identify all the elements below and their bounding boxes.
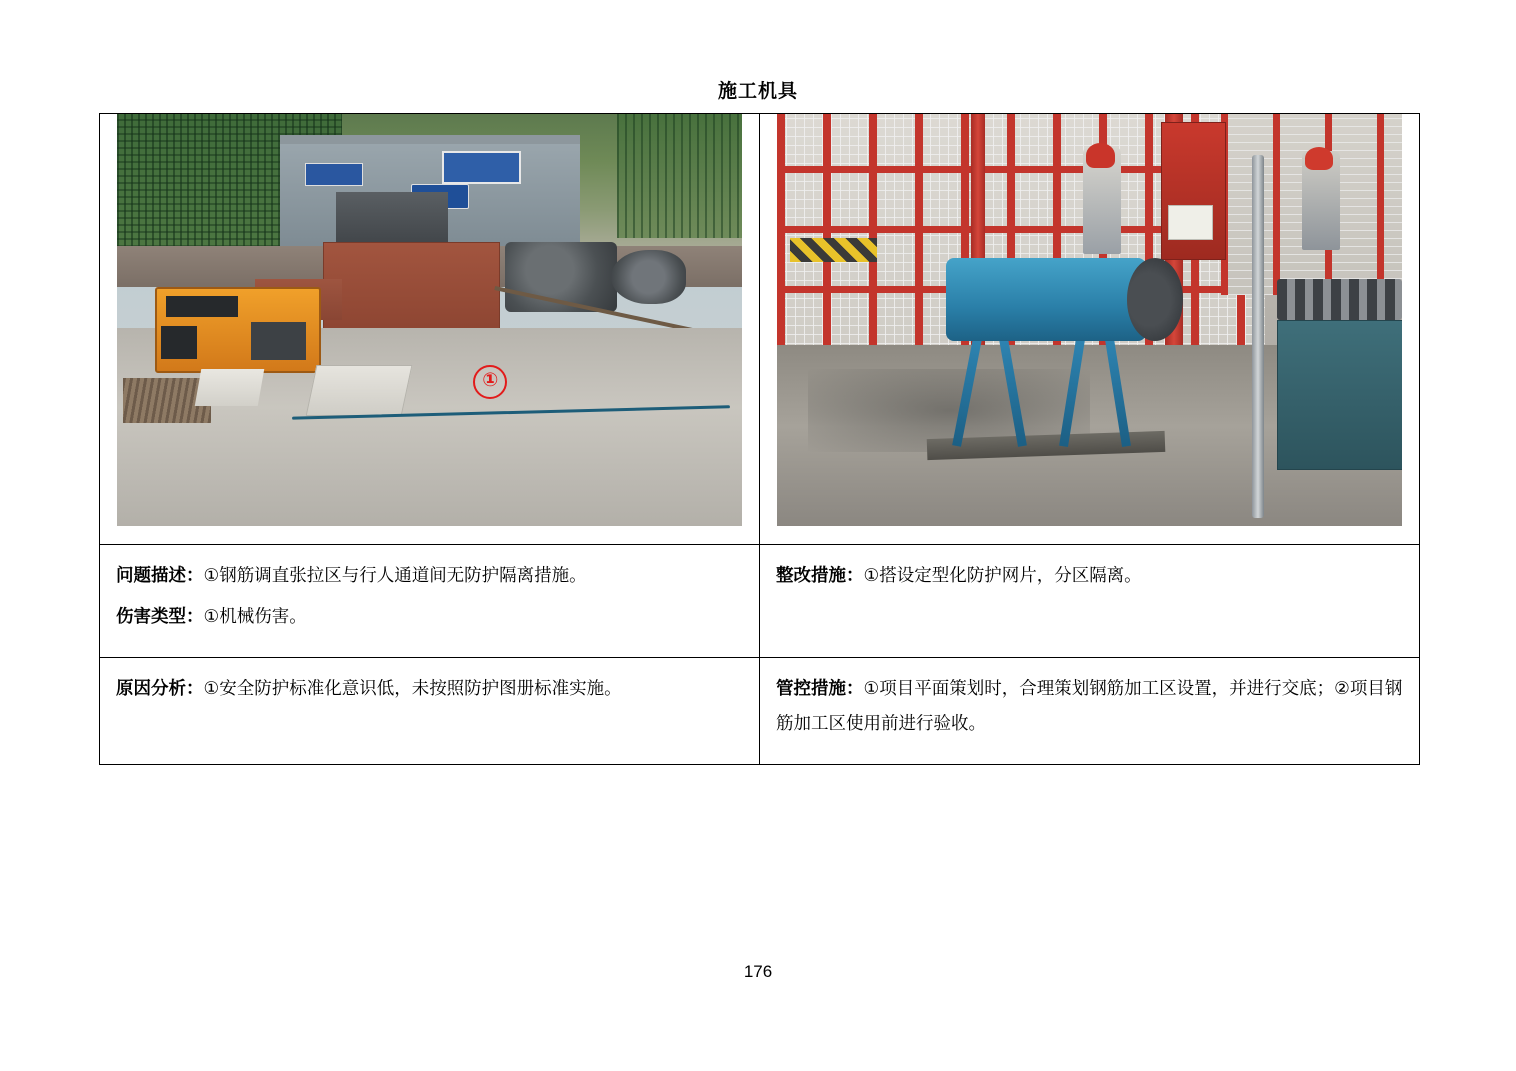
annotation-marker-1: ① (473, 365, 507, 399)
photo-before-image (117, 114, 742, 526)
support-pole (1252, 155, 1264, 518)
cell-problem-description (100, 545, 760, 658)
photo-after-image (777, 114, 1402, 526)
red-panel-wall (323, 242, 500, 335)
cell-control-measures (760, 658, 1420, 765)
warning-stripe-board (790, 238, 878, 263)
control-measures-text: ①项目平面策划时，合理策划钢筋加工区设置，并进行交底；②项目钢筋加工区使用前进行验收。 (776, 679, 1403, 734)
injury-type-line (116, 600, 743, 635)
cause-analysis-line (116, 672, 743, 707)
blue-drum-machine (946, 258, 1146, 340)
blue-site-sign-secondary (305, 163, 363, 186)
concrete-slab-secondary (195, 369, 264, 406)
blue-site-sign (442, 151, 521, 184)
photo-before (100, 114, 759, 544)
table-row-analysis (100, 658, 1420, 765)
problem-description-text: ①钢筋调直张拉区与行人通道间无防护隔离措施。 (203, 566, 587, 586)
cause-analysis-text: ①安全防护标准化意识低，未按照防护图册标准实施。 (203, 679, 622, 699)
table-row-description (100, 545, 1420, 658)
concrete-slab (305, 365, 412, 416)
machine-part-upper (166, 296, 238, 317)
problem-description-line (116, 559, 743, 594)
green-safety-net-right (617, 114, 742, 238)
corrective-measures-label: 整改措施： (776, 566, 864, 586)
red-helmet-left (1086, 143, 1114, 168)
machine-part-left (161, 326, 197, 359)
stand-leg (1059, 332, 1086, 447)
stand-leg (952, 333, 983, 448)
stand-leg (1104, 332, 1131, 447)
machine-part-right (251, 322, 306, 360)
injury-type-label: 伤害类型： (116, 607, 204, 627)
problem-description-label: 问题描述： (116, 566, 204, 586)
control-measures-line (776, 672, 1403, 742)
photo-after (760, 114, 1419, 544)
inspection-table (99, 113, 1420, 765)
page-number: 176 (743, 962, 773, 981)
cell-cause-analysis (100, 658, 760, 765)
processing-machine (1277, 320, 1402, 470)
rebar-straightening-machine (155, 287, 322, 373)
corrective-measures-text: ①搭设定型化防护网片，分区隔离。 (863, 566, 1142, 586)
page-title: 施工机具 (717, 81, 798, 102)
rebar-coil-secondary (611, 250, 686, 304)
roller-assembly (1277, 279, 1402, 320)
red-helmet-right (1305, 147, 1333, 170)
injury-type-text: ①机械伤害。 (203, 607, 307, 627)
photo-cell-right (760, 114, 1420, 545)
drum-open-end (1127, 258, 1183, 340)
control-measures-label: 管控措施： (776, 679, 864, 699)
table-row-photos (100, 114, 1420, 545)
shed-beam (280, 135, 580, 144)
cabinet-label-plate (1168, 205, 1214, 240)
corrective-measures-line (776, 559, 1403, 594)
cause-analysis-label: 原因分析： (116, 679, 204, 699)
photo-cell-left (100, 114, 760, 545)
cell-corrective-measures (760, 545, 1420, 658)
stand-leg (998, 332, 1027, 447)
machine-stand-legs (952, 332, 1140, 447)
